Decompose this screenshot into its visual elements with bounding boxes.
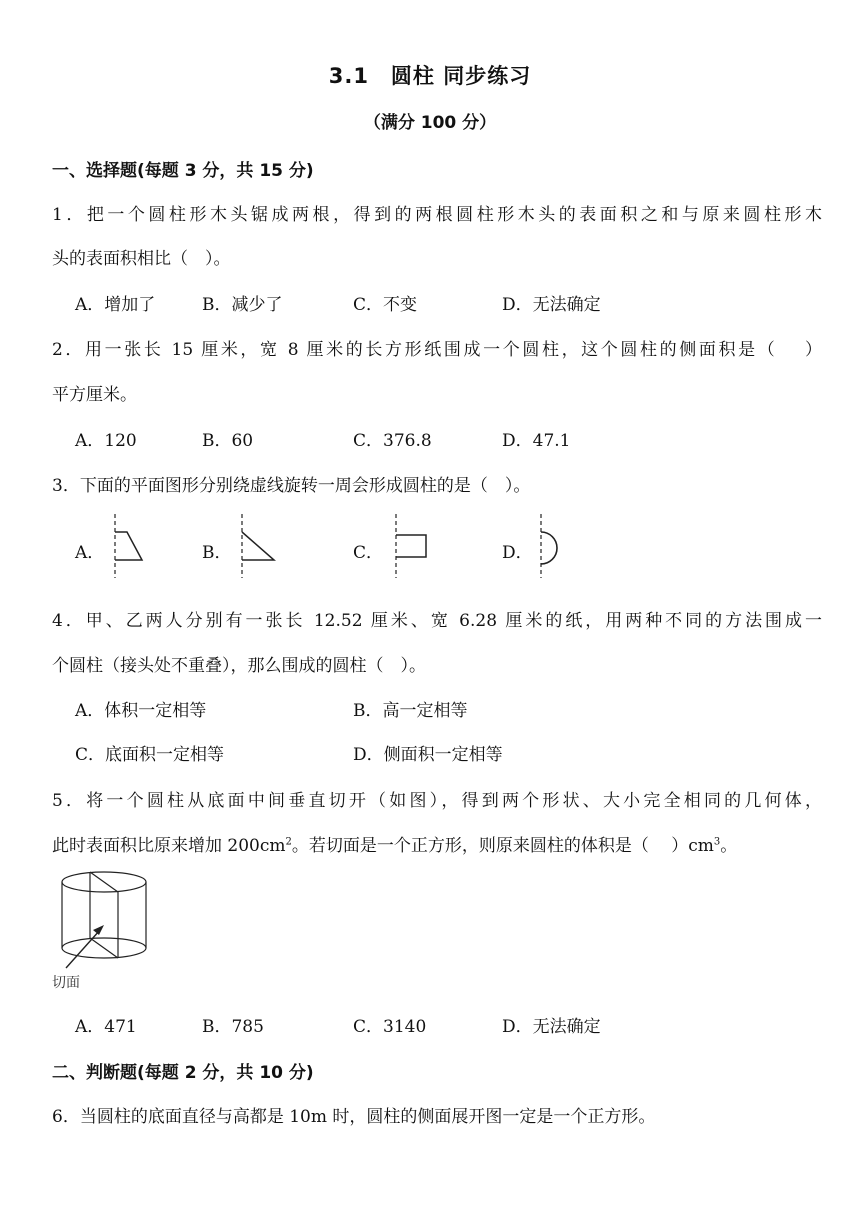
question-5-option-a: A．471 <box>75 1017 137 1037</box>
cylinder-cut-figure <box>52 868 162 978</box>
question-2-option-a: A．120 <box>75 431 137 451</box>
question-3-option-c: C． <box>353 543 384 563</box>
section-heading-judgment: 二、判断题(每题 2 分，共 10 分) <box>52 1063 314 1083</box>
semicircle-rotation-figure <box>530 514 570 578</box>
question-3-option-a: A． <box>75 543 105 563</box>
question-1-option-b: B．减少了 <box>202 295 283 315</box>
rectangle-rotation-figure <box>384 514 434 578</box>
question-3-option-b: B． <box>202 543 232 563</box>
question-2-line-1: 2．用一张长 15 厘米，宽 8 厘米的长方形纸围成一个圆柱，这个圆柱的侧面积是（ ） <box>52 340 822 360</box>
question-1-option-a: A．增加了 <box>75 295 156 315</box>
question-4-option-b: B．高一定相等 <box>353 701 468 721</box>
question-5-line-1: 5．将一个圆柱从底面中间垂直切开（如图），得到两个形状、大小完全相同的几何体， <box>52 791 822 811</box>
figure-label-cut-face: 切面 <box>52 975 80 991</box>
question-4-line-2: 个圆柱（接头处不重叠），那么围成的圆柱（ ）。 <box>52 656 426 676</box>
question-4-option-d: D．侧面积一定相等 <box>353 745 503 765</box>
page-subtitle: （满分 100 分） <box>363 113 497 133</box>
page-title: 3.1 圆柱 同步练习 <box>328 64 532 88</box>
question-2-option-c: C．376.8 <box>353 431 432 451</box>
question-1-option-c: C．不变 <box>353 295 418 315</box>
question-3-option-d: D． <box>502 543 533 563</box>
question-4-option-c: C．底面积一定相等 <box>75 745 225 765</box>
question-2-option-b: B．60 <box>202 431 254 451</box>
question-5-option-c: C．3140 <box>353 1017 427 1037</box>
question-2-line-2: 平方厘米。 <box>52 385 137 405</box>
question-4-line-1: 4．甲、乙两人分别有一张长 12.52 厘米、宽 6.28 厘米的纸，用两种不同的方法围成一 <box>52 611 822 631</box>
triangle-rotation-figure <box>228 514 280 578</box>
question-2-option-d: D．47.1 <box>502 431 571 451</box>
section-heading-choice: 一、选择题(每题 3 分，共 15 分) <box>52 161 314 181</box>
trapezoid-rotation-figure <box>100 514 150 578</box>
question-5-option-b: B．785 <box>202 1017 264 1037</box>
question-1-option-d: D．无法确定 <box>502 295 601 315</box>
question-6-line-1: 6．当圆柱的底面直径与高都是 10m 时，圆柱的侧面展开图一定是一个正方形。 <box>52 1107 656 1127</box>
question-4-option-a: A．体积一定相等 <box>75 701 207 721</box>
question-5-option-d: D．无法确定 <box>502 1017 601 1037</box>
question-1-line-1: 1．把一个圆柱形木头锯成两根，得到的两根圆柱形木头的表面积之和与原来圆柱形木 <box>52 205 822 225</box>
question-3-line-1: 3．下面的平面图形分别绕虚线旋转一周会形成圆柱的是（ ）。 <box>52 476 531 496</box>
question-5-line-2: 此时表面积比原来增加 $200cm^2$。若切面是一个正方形，则原来圆柱的体积是（ ）$cm^3$。 <box>52 836 738 856</box>
question-1-line-2: 头的表面积相比（ ）。 <box>52 249 231 269</box>
